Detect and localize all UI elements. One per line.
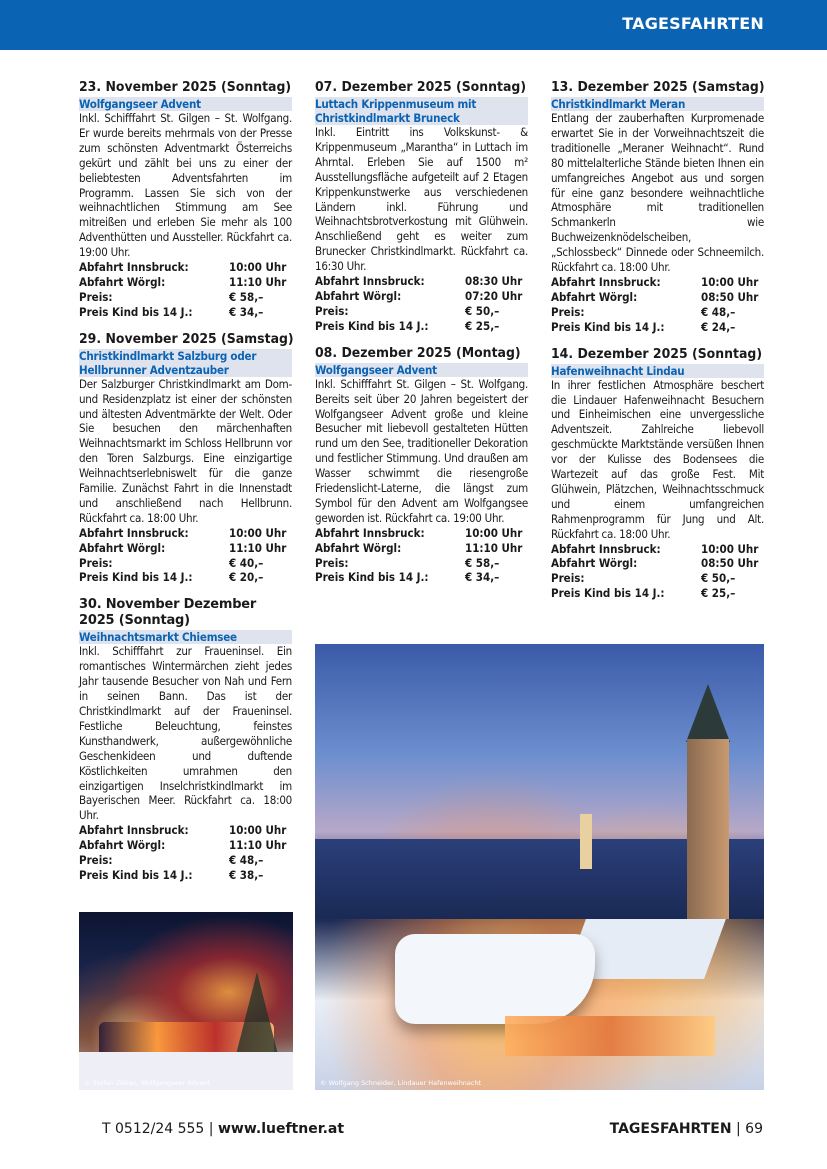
page-number: 69 — [745, 1121, 763, 1137]
info-value: 08:50 Uhr — [701, 289, 759, 304]
info-value: € 50,– — [465, 303, 500, 318]
footer-separator: | — [208, 1121, 214, 1137]
trip-info — [551, 275, 764, 335]
tower-roof-shape — [686, 684, 730, 742]
trip-description: Inkl. Schifffahrt zur Fraueninsel. Ein romantisches Wintermärchen zieht jedes Jahr tausende Besucher von Nah und Fern in seinen Bann. Das ist der Christkindlmarkt auf der Fraueninsel. Festliche Beleuchtung, feinstes Kunsthandwerk, außergewöhnliche Geschenkideen und duftende Köstlichkeiten umrahmen den einzigartigen Inselchristkindlmarkt im Bayerischen Meer. Rückfahrt ca. 18:00 Uhr. — [79, 644, 292, 823]
info-label: Preis: — [551, 304, 585, 319]
info-value: € 24,– — [701, 319, 736, 334]
trip-entry — [315, 346, 528, 586]
info-row — [551, 556, 764, 571]
info-value: 10:00 Uhr — [701, 274, 759, 289]
info-label: Preis: — [79, 853, 113, 868]
info-value: € 34,– — [229, 304, 264, 319]
info-row — [315, 526, 528, 541]
footer-phone: T 0512/24 555 — [102, 1121, 205, 1137]
footer-page-info — [610, 1121, 763, 1137]
info-label: Abfahrt Innsbruck: — [79, 260, 189, 275]
trip-description: Der Salzburger Christkindlmarkt am Dom- und Residenzplatz ist einer der schönsten und ältesten Adventmärkte der Welt. Oder Sie besuchen den märchenhaften Weihnachtsmarkt im Schloss Hellbrunn vor den Toren Salzburgs. Eine einzigartige Weihnachtserlebniswelt für die ganze Familie. Zunächst Fahrt in die Innenstadt und anschließend nach Hellbrunn. Rückfahrt ca. 18:00 Uhr. — [79, 376, 292, 525]
trip-title: Weihnachtsmarkt Chiemsee — [79, 630, 292, 644]
trip-info — [315, 526, 528, 586]
info-value: € 25,– — [465, 318, 500, 333]
info-value: 08:50 Uhr — [701, 556, 759, 571]
info-label: Abfahrt Innsbruck: — [79, 823, 189, 838]
info-row — [315, 570, 528, 585]
info-label: Abfahrt Innsbruck: — [551, 541, 661, 556]
trip-entry — [315, 80, 528, 334]
info-value: € 25,– — [701, 586, 736, 601]
trip-date: 23. November 2025 (Sonntag) — [79, 80, 292, 95]
trip-entry — [79, 332, 292, 586]
trip-title: Luttach Krippenmuseum mit Christkindlmarkt Bruneck — [315, 97, 528, 125]
info-value: 11:10 Uhr — [465, 540, 523, 555]
section-header-bar — [0, 0, 827, 50]
trip-description: Entlang der zauberhaften Kurpromenade erwartet Sie in der Vorweihnachtszeit die traditionelle „Meraner Weihnacht“. Rund 80 mittelalterliche Stände bieten Ihnen ein umfangreiches Angebot aus und sorgen für eine ganz besondere weihnachtliche Atmosphäre mit traditionellen Schmankerln wie Buchweizenknödelscheiben, „Schlossbeck“ Dinnede oder Schneemilch. Rückfahrt ca. 18:00 Uhr. — [551, 111, 764, 275]
info-row — [79, 823, 292, 838]
info-label: Preis Kind bis 14 J.: — [315, 318, 429, 333]
trip-description: Inkl. Eintritt ins Volkskunst- & Krippenmuseum „Marantha“ in Luttach im Ahrntal. Erleben Sie auf 1500 m² Ausstellungsfläche aufgeteilt auf 2 Etagen Krippenkunstwerke aus verschiedenen Ländern inkl. Führung und Weihnachtsbrotverkostung mit Glühwein. Anschließend geht es weiter zum Brunecker Christkindlmarkt. Rückfahrt ca. 16:30 Uhr. — [315, 125, 528, 274]
trip-date: 30. November Dezember 2025 (Sonntag) — [79, 597, 257, 629]
tower-shape — [687, 739, 729, 919]
info-value: € 48,– — [229, 853, 264, 868]
market-lights-shape — [505, 1016, 715, 1056]
info-row — [315, 556, 528, 571]
info-value: € 48,– — [701, 304, 736, 319]
lighthouse-shape — [580, 814, 592, 869]
info-row — [79, 868, 292, 883]
info-value: 11:10 Uhr — [229, 838, 287, 853]
info-row — [551, 571, 764, 586]
trip-entry — [79, 597, 292, 883]
info-label: Abfahrt Wörgl: — [79, 540, 166, 555]
trip-info — [79, 823, 292, 883]
info-row — [551, 586, 764, 601]
trip-title: Christkindlmarkt Salzburg oder Hellbrunner Adventzauber — [79, 349, 292, 377]
info-label: Abfahrt Wörgl: — [79, 838, 166, 853]
photo-credit: © Stefan Zöltan, Wolfgangseer Advent — [84, 1079, 211, 1087]
info-row — [79, 570, 292, 585]
info-label: Abfahrt Wörgl: — [315, 288, 402, 303]
info-label: Preis: — [315, 303, 349, 318]
trip-info — [315, 274, 528, 334]
info-row — [551, 320, 764, 335]
info-label: Preis Kind bis 14 J.: — [79, 867, 193, 882]
column-1 — [79, 80, 292, 895]
info-label: Preis Kind bis 14 J.: — [551, 586, 665, 601]
info-row — [315, 319, 528, 334]
info-label: Preis: — [551, 571, 585, 586]
info-row — [551, 290, 764, 305]
trip-date: 29. November 2025 (Samstag) — [79, 331, 294, 347]
info-row — [79, 526, 292, 541]
info-value: 10:00 Uhr — [229, 525, 287, 540]
info-value: € 58,– — [229, 289, 264, 304]
trip-title: Wolfgangseer Advent — [79, 97, 292, 111]
column-2 — [315, 80, 528, 597]
trip-date: 13. Dezember 2025 (Samstag) — [551, 80, 765, 95]
info-value: 10:00 Uhr — [229, 823, 287, 838]
trip-title: Wolfgangseer Advent — [315, 363, 528, 377]
info-row — [551, 542, 764, 557]
info-row — [315, 304, 528, 319]
trip-info — [551, 542, 764, 602]
info-row — [315, 274, 528, 289]
info-row — [79, 275, 292, 290]
info-row — [79, 260, 292, 275]
info-label: Abfahrt Innsbruck: — [315, 525, 425, 540]
info-value: € 50,– — [701, 571, 736, 586]
trip-description: In ihrer festlichen Atmosphäre beschert die Lindauer Hafenweihnacht Besuchern und Einheimischen eine unvergessliche Adventszeit. Zahlreiche liebevoll geschmückte Marktstände versüßen Ihnen vor der Kulisse des Bodensees die Wartezeit auf das große Fest. Mit Glühwein, Plätzchen, Weihnachtsschmuck und einem umfangreichen Rahmenprogramm für Jung und Alt. Rückfahrt ca. 18:00 Uhr. — [551, 377, 764, 541]
info-label: Preis: — [315, 555, 349, 570]
info-value: 07:20 Uhr — [465, 288, 523, 303]
info-value: 08:30 Uhr — [465, 274, 523, 289]
trip-date: 07. Dezember 2025 (Sonntag) — [315, 80, 527, 95]
trip-entry — [551, 80, 764, 335]
info-label: Abfahrt Innsbruck: — [79, 525, 189, 540]
info-value: 10:00 Uhr — [701, 541, 759, 556]
info-row — [551, 305, 764, 320]
info-row — [79, 290, 292, 305]
info-label: Preis Kind bis 14 J.: — [551, 319, 665, 334]
info-row — [551, 275, 764, 290]
trip-title: Christkindlmarkt Meran — [551, 97, 764, 111]
info-value: € 58,– — [465, 555, 500, 570]
trip-date: 14. Dezember 2025 (Sonntag) — [551, 346, 763, 362]
info-label: Preis Kind bis 14 J.: — [79, 570, 193, 585]
info-value: € 38,– — [229, 867, 264, 882]
info-row — [79, 838, 292, 853]
info-label: Abfahrt Wörgl: — [551, 556, 638, 571]
trip-description: Inkl. Schifffahrt St. Gilgen – St. Wolfgang. Er wurde bereits mehrmals von der Presse zum schönsten Adventmarkt Österreichs gekürt und zählt bei uns zu einer der beliebtesten Adventsfahrten im Programm. Lassen Sie sich von der weihnachtlichen Stimmung am See mitreißen und erleben Sie mehr als 100 Adventhütten und Aussteller. Rückfahrt ca. 19:00 Uhr. — [79, 111, 292, 260]
trip-description: Inkl. Schifffahrt St. Gilgen – St. Wolfgang. Bereits seit über 20 Jahren begeistert der Wolfgangseer Advent große und kleine Besucher mit liebevoll gestalteten Hütten rund um den See, traditioneller Dekoration und festlicher Stimmung. Und draußen am Wasser schwimmt die riesengroße Friedenslicht-Laterne, die längst zum Symbol für den Advent am Wolfgangsee geworden ist. Rückfahrt ca. 19:00 Uhr. — [315, 376, 528, 525]
info-row — [315, 289, 528, 304]
info-value: 11:10 Uhr — [229, 540, 287, 555]
info-value: 10:00 Uhr — [229, 260, 287, 275]
footer-section: TAGESFAHRTEN — [609, 1121, 732, 1137]
info-value: 11:10 Uhr — [229, 274, 287, 289]
info-value: € 40,– — [229, 555, 264, 570]
section-title: TAGESFAHRTEN — [622, 14, 764, 33]
info-label: Abfahrt Innsbruck: — [551, 274, 661, 289]
info-label: Preis Kind bis 14 J.: — [79, 304, 193, 319]
info-label: Abfahrt Innsbruck: — [315, 274, 425, 289]
trip-entry — [551, 347, 764, 602]
wolfgangsee-advent-photo — [79, 912, 293, 1090]
info-row — [79, 305, 292, 320]
footer-contact — [102, 1121, 344, 1137]
info-row — [315, 541, 528, 556]
lindau-harbor-photo — [315, 644, 764, 1090]
trip-title: Hafenweihnacht Lindau — [551, 364, 764, 378]
snowy-roof-shape — [395, 934, 595, 1024]
photo-credit: © Wolfgang Schneider, Lindauer Hafenweihnacht — [320, 1079, 482, 1087]
trip-info — [79, 526, 292, 586]
info-label: Abfahrt Wörgl: — [79, 274, 166, 289]
trip-info — [79, 260, 292, 320]
info-row — [79, 541, 292, 556]
info-value: € 20,– — [229, 570, 264, 585]
column-3 — [551, 80, 764, 613]
info-value: 10:00 Uhr — [465, 525, 523, 540]
info-label: Abfahrt Wörgl: — [551, 289, 638, 304]
info-row — [79, 853, 292, 868]
footer-separator: | — [736, 1121, 741, 1137]
info-value: € 34,– — [465, 570, 500, 585]
info-label: Preis Kind bis 14 J.: — [315, 570, 429, 585]
info-label: Preis: — [79, 555, 113, 570]
info-row — [79, 556, 292, 571]
trip-entry — [79, 80, 292, 320]
trip-date: 08. Dezember 2025 (Montag) — [315, 345, 521, 361]
info-label: Preis: — [79, 289, 113, 304]
info-label: Abfahrt Wörgl: — [315, 540, 402, 555]
footer-website-link[interactable]: www.lueftner.at — [217, 1121, 345, 1137]
